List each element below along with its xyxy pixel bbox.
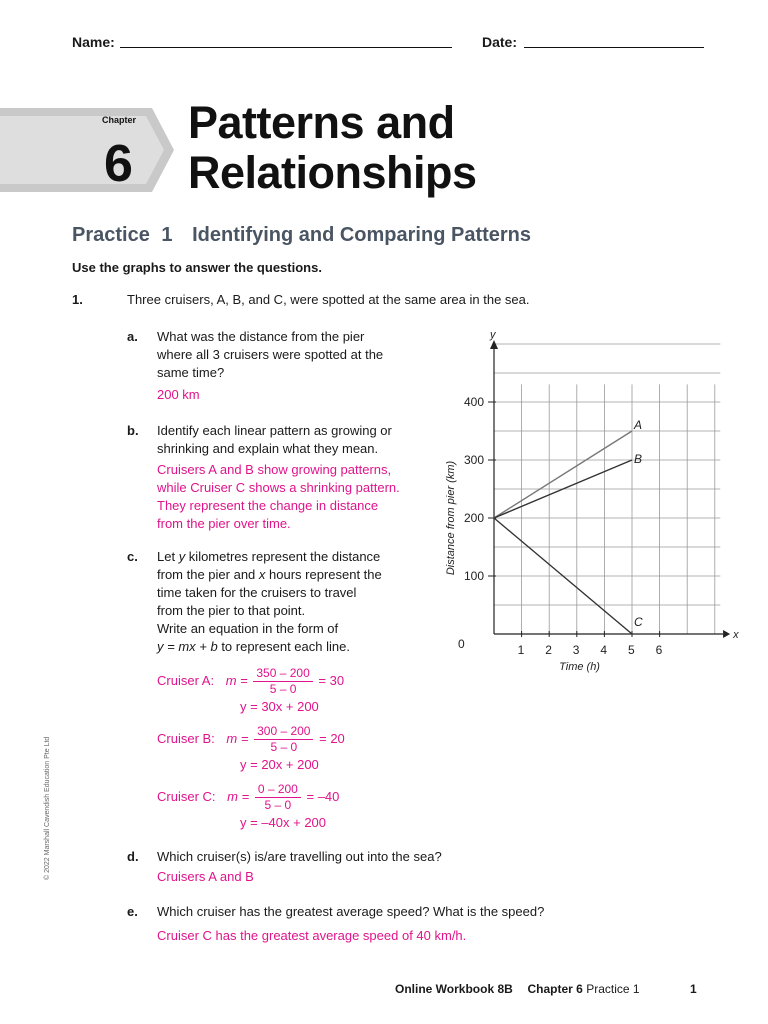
part-a-line: where all 3 cruisers were spotted at the (157, 347, 384, 362)
chapter-word: Chapter (102, 115, 137, 125)
cruiser-c-result: = –40 (306, 788, 340, 804)
footer-chapter: Chapter 6 (527, 982, 583, 996)
part-a-label: a. (127, 329, 138, 344)
part-c-line-5: Write an equation in the form of (157, 621, 339, 636)
y-tick-label: 100 (463, 569, 484, 583)
cruiser-b-equation: y = 20x + 200 (240, 757, 319, 772)
practice-label: Practice (72, 224, 150, 246)
part-a-line: same time? (157, 365, 225, 380)
page-number: 1 (690, 982, 697, 996)
series-label-c: C (634, 615, 643, 629)
part-c-label: c. (127, 549, 138, 564)
practice-title: Identifying and Comparing Patterns (192, 224, 532, 246)
cruiser-c-name: Cruiser C: (157, 788, 216, 804)
part-c-line-6: y = mx + b to represent each line. (157, 639, 350, 654)
part-c-question (157, 548, 442, 656)
x-tick-label: 3 (572, 643, 580, 657)
x-tick-label: 6 (655, 643, 663, 657)
part-c-line-3: time taken for the cruisers to travel (157, 585, 357, 600)
footer-book: Online Workbook 8B (395, 982, 513, 996)
part-c-line-2: from the pier and x hours represent the (157, 567, 382, 582)
y-axis-arrow (490, 340, 498, 349)
chapter-title (188, 98, 477, 198)
chapter-number: 6 (104, 135, 133, 193)
cruiser-b-m: m = (226, 730, 249, 746)
cruiser-b-name: Cruiser B: (157, 730, 215, 746)
part-b-answer-line: while Cruiser C shows a shrinking pattern. (157, 480, 400, 495)
cruiser-c-equation: y = –40x + 200 (240, 815, 327, 830)
name-field-line[interactable] (120, 47, 452, 48)
origin-label: 0 (458, 637, 465, 651)
y-tick-label: 200 (463, 511, 484, 525)
cruiser-b-gradient (157, 724, 345, 755)
cruiser-a-fraction: $\frac{350 - 200}{5 - 0}$ (253, 666, 312, 697)
part-c-line-4: from the pier to that point. (157, 603, 306, 618)
part-d-label: d. (127, 849, 139, 864)
distance-time-chart (440, 325, 739, 673)
cruiser-a-name: Cruiser A: (157, 672, 215, 688)
x-axis-title: Time (h) (559, 661, 600, 673)
question-1-number: 1. (72, 292, 83, 307)
cruiser-c-gradient (157, 782, 339, 813)
chapter-title-line-1: Patterns and (188, 97, 455, 148)
footer (395, 982, 640, 996)
series-line-a (494, 431, 632, 518)
part-d-answer: Cruisers A and B (157, 869, 254, 884)
x-tick-label: 4 (600, 643, 608, 657)
part-a-question (157, 328, 437, 382)
cruiser-a-result: = 30 (318, 672, 345, 688)
x-axis-arrow (723, 630, 730, 638)
y-tick-label: 300 (463, 453, 484, 467)
chapter-tab (0, 108, 175, 192)
part-a-answer: 200 km (157, 387, 200, 402)
part-b-question (157, 422, 442, 458)
footer-practice: Practice 1 (586, 982, 640, 996)
x-tick-label: 2 (545, 643, 552, 657)
cruiser-a-equation: y = 30x + 200 (240, 699, 319, 714)
date-field-line[interactable] (524, 47, 704, 48)
part-e-answer: Cruiser C has the greatest average speed of 40 km/h. (157, 928, 467, 943)
cruiser-a-m: m = (225, 672, 248, 688)
y-tick-label: 400 (463, 395, 484, 409)
part-b-answer (157, 461, 442, 533)
question-1-text: Three cruisers, A, B, and C, were spotted at the same area in the sea. (127, 292, 530, 307)
series-label-a: A (634, 418, 643, 432)
part-b-line: shrinking and explain what they mean. (157, 441, 379, 456)
part-b-answer-line: Cruisers A and B show growing patterns, (157, 462, 392, 477)
cruiser-a-gradient (157, 666, 344, 697)
practice-heading (72, 224, 531, 247)
part-b-answer-line: from the pier over time. (157, 516, 291, 531)
part-c-line-1: Let y kilometres represent the distance (157, 549, 381, 564)
instruction: Use the graphs to answer the questions. (72, 260, 322, 275)
practice-number: 1 (161, 224, 173, 246)
x-tick-label: 1 (517, 643, 525, 657)
y-axis-name: y (490, 329, 496, 341)
part-e-label: e. (127, 904, 138, 919)
x-axis-name: x (733, 629, 739, 641)
part-b-answer-line: They represent the change in distance (157, 498, 379, 513)
part-e-question: Which cruiser has the greatest average speed? What is the speed? (157, 904, 545, 919)
y-axis-title: Distance from pier (km) (445, 460, 457, 576)
part-d-question: Which cruiser(s) is/are travelling out into the sea? (157, 849, 442, 864)
x-tick-label: 5 (628, 643, 635, 657)
name-label: Name: (72, 34, 115, 50)
date-label: Date: (482, 34, 518, 50)
chapter-title-line-2: Relationships (188, 147, 477, 198)
series-label-b: B (634, 452, 643, 466)
copyright-notice: © 2022 Marshall Cavendish Education Pte Ltd (44, 736, 51, 880)
cruiser-c-m: m = (227, 788, 250, 804)
part-b-line: Identify each linear pattern as growing or (157, 423, 392, 438)
cruiser-b-result: = 20 (319, 730, 345, 746)
cruiser-b-fraction: $\frac{300 - 200}{5 - 0}$ (254, 724, 313, 755)
part-a-line: What was the distance from the pier (157, 329, 365, 344)
cruiser-c-fraction: $\frac{0 - 200}{5 - 0}$ (255, 782, 301, 813)
part-b-label: b. (127, 423, 139, 438)
